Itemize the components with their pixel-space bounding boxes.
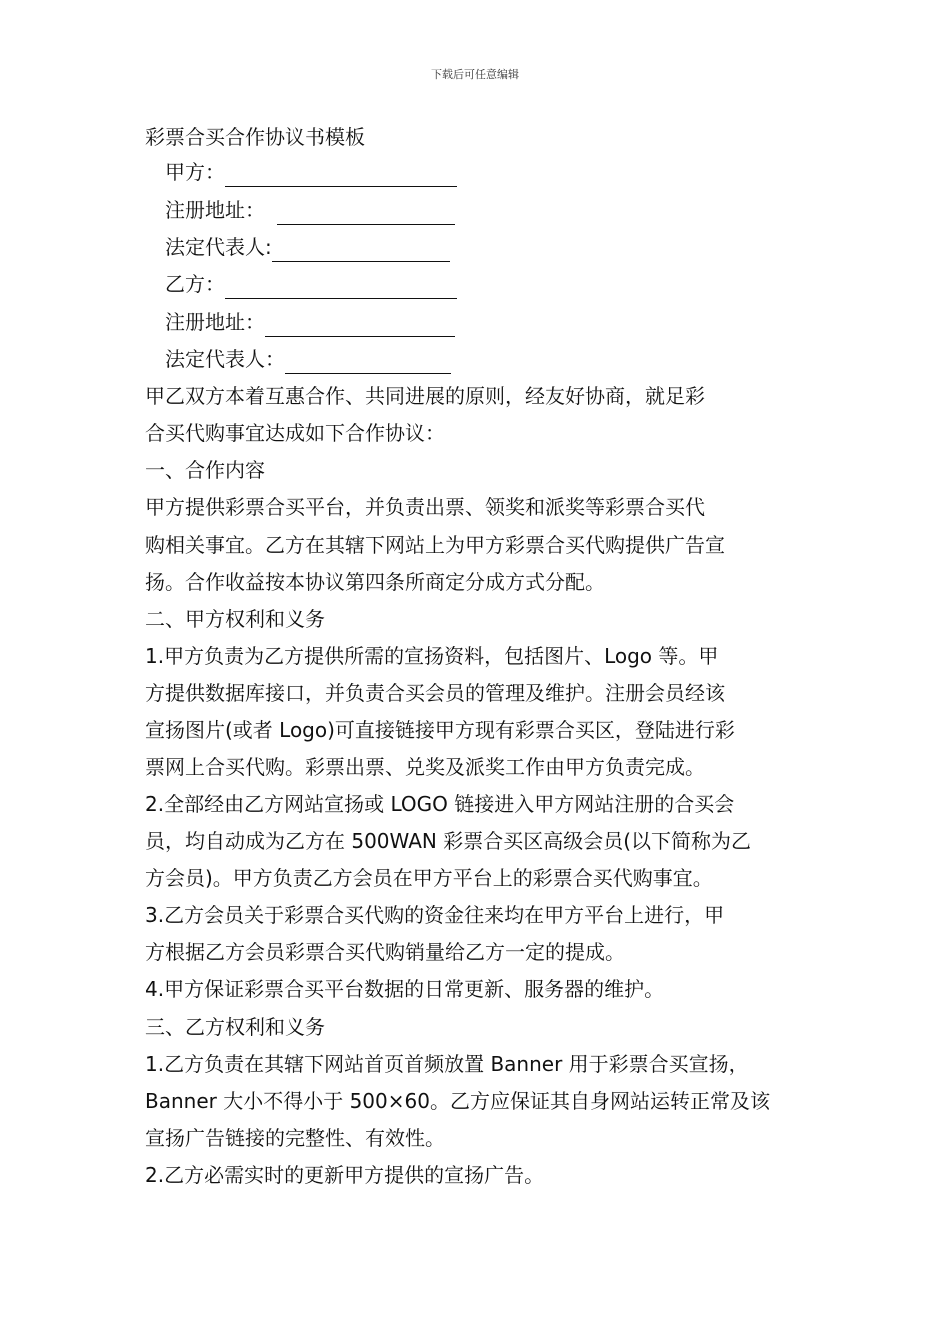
- body-line: 员，均自动成为乙方在 500WAN 彩票合买区高级会员(以下简称为乙: [145, 829, 752, 853]
- body-line: 方根据乙方会员彩票合买代购销量给乙方一定的提成。: [145, 940, 625, 964]
- party-a-address-field: [165, 195, 455, 225]
- party-a-representative-label: 法定代表人:: [165, 235, 272, 259]
- body-line: 4.甲方保证彩票合买平台数据的日常更新、服务器的维护。: [145, 977, 665, 1001]
- body-line: 2.全部经由乙方网站宣扬或 LOGO 链接进入甲方网站注册的合买会: [145, 792, 735, 816]
- body-line: 扬。合作收益按本协议第四条所商定分成方式分配。: [145, 570, 605, 594]
- party-b-blank[interactable]: [225, 276, 457, 299]
- body-line: 购相关事宜。乙方在其辖下网站上为甲方彩票合买代购提供广告宣: [145, 533, 725, 557]
- party-b-address-field: [165, 307, 455, 337]
- body-line: 3.乙方会员关于彩票合买代购的资金往来均在甲方平台上进行，甲: [145, 903, 725, 927]
- party-b-representative-field: [165, 344, 451, 374]
- section-heading: 一、合作内容: [145, 458, 265, 482]
- body-line: 甲方提供彩票合买平台，并负责出票、领奖和派奖等彩票合买代: [145, 495, 705, 519]
- party-b-address-blank[interactable]: [265, 314, 455, 337]
- body-line: 1.乙方负责在其辖下网站首页首频放置 Banner 用于彩票合买宣扬，: [145, 1052, 749, 1076]
- section-heading: 三、乙方权利和义务: [145, 1015, 325, 1039]
- party-a-address-blank[interactable]: [277, 202, 455, 225]
- party-a-field: [165, 157, 457, 187]
- party-a-label: 甲方：: [165, 160, 225, 184]
- body-line: 甲乙双方本着互惠合作、共同进展的原则，经友好协商，就足彩: [145, 384, 705, 408]
- header-note: 下载后可任意编辑: [431, 68, 519, 81]
- document-title: 彩票合买合作协议书模板: [145, 125, 365, 149]
- party-b-representative-label: 法定代表人：: [165, 347, 285, 371]
- body-line: 方会员)。甲方负责乙方会员在甲方平台上的彩票合买代购事宜。: [145, 866, 713, 890]
- body-line: 票网上合买代购。彩票出票、兑奖及派奖工作由甲方负责完成。: [145, 755, 705, 779]
- party-a-representative-blank[interactable]: [272, 239, 450, 262]
- party-b-address-label: 注册地址：: [165, 310, 265, 334]
- body-line: 2.乙方必需实时的更新甲方提供的宣扬广告。: [145, 1163, 545, 1187]
- party-b-field: [165, 269, 457, 299]
- party-a-address-label: 注册地址：: [165, 198, 265, 222]
- body-line: 宣扬图片(或者 Logo)可直接链接甲方现有彩票合买区，登陆进行彩: [145, 718, 735, 742]
- body-line: Banner 大小不得小于 500×60。乙方应保证其自身网站运转正常及该: [145, 1089, 770, 1113]
- body-line: 1.甲方负责为乙方提供所需的宣扬资料，包括图片、Logo 等。甲: [145, 644, 719, 668]
- party-a-blank[interactable]: [225, 164, 457, 187]
- party-b-label: 乙方：: [165, 272, 225, 296]
- party-b-representative-blank[interactable]: [285, 351, 451, 374]
- body-line: 合买代购事宜达成如下合作协议：: [145, 421, 445, 445]
- party-a-representative-field: [165, 232, 450, 262]
- section-heading: 二、甲方权利和义务: [145, 607, 325, 631]
- body-line: 方提供数据库接口，并负责合买会员的管理及维护。注册会员经该: [145, 681, 725, 705]
- body-line: 宣扬广告链接的完整性、有效性。: [145, 1126, 445, 1150]
